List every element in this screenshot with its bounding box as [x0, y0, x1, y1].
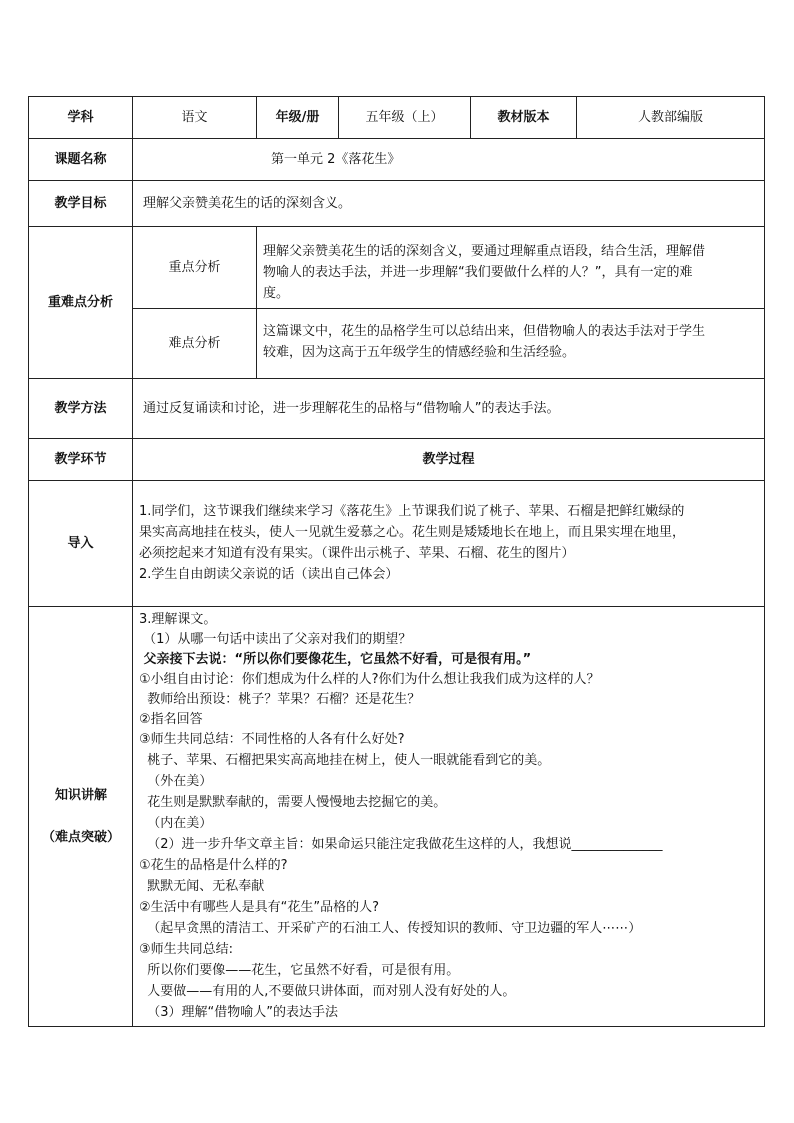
intro-line: 必须挖起来才知道有没有果实。（课件出示桃子、苹果、石榴、花生的图片） — [139, 546, 575, 561]
difficult-analysis-content — [257, 309, 765, 379]
grade-label: 年级/册 — [257, 97, 339, 139]
knowledge-line: ②生活中有哪些人是具有“花生”品格的人? — [139, 900, 380, 915]
knowledge-quote-line: 父亲接下去说：“所以你们要像花生，它虽然不好看，可是很有用。” — [139, 652, 532, 667]
key-line: 度。 — [263, 286, 290, 301]
difficult-line: 这篇课文中，花生的品格学生可以总结出来，但借物喻人的表达手法对于学生 — [263, 324, 706, 339]
knowledge-line: （2）进一步升华文章主旨：如果命运只能注定我做花生这样的人，我想说______________ — [139, 837, 663, 852]
key-analysis-content — [257, 227, 765, 309]
knowledge-line: 教师给出预设：桃子？苹果？石榴？还是花生？ — [139, 692, 421, 707]
intro-label: 导入 — [29, 481, 133, 607]
goal-value: 理解父亲赞美花生的话的深刻含义。 — [133, 181, 765, 227]
intro-line: 果实高高地挂在枝头，使人一见就生爱慕之心。花生则是矮矮地长在地上，而且果实埋在地里， — [139, 525, 686, 540]
topic-cell — [133, 139, 765, 181]
analysis-label: 重难点分析 — [29, 227, 133, 379]
intro-line: 2.学生自由朗读父亲说的话（读出自己体会） — [139, 567, 399, 582]
edition-label: 教材版本 — [471, 97, 577, 139]
process-label: 教学环节 — [29, 439, 133, 481]
knowledge-line: 人要做——有用的人,不要做只讲体面，而对别人没有好处的人。 — [139, 984, 516, 999]
grade-value: 五年级（上） — [339, 97, 471, 139]
knowledge-line: （起早贪黑的清洁工、开采矿产的石油工人、传授知识的教师、守卫边疆的军人⋯⋯） — [139, 921, 642, 936]
knowledge-line: ③师生共同总结：不同性格的人各有什么好处? — [139, 732, 405, 747]
knowledge-line: （外在美） — [139, 774, 213, 789]
knowledge-label-cell — [29, 607, 133, 1027]
knowledge-line: 花生则是默默奉献的，需要人慢慢地去挖掘它的美。 — [139, 795, 447, 810]
edition-value: 人教部编版 — [577, 97, 765, 139]
knowledge-content — [133, 607, 765, 1027]
intro-content — [133, 481, 765, 607]
knowledge-line: （1）从哪一句话中读出了父亲对我们的期望？ — [139, 632, 412, 647]
knowledge-line: （3）理解“借物喻人”的表达手法 — [139, 1005, 339, 1020]
knowledge-line: 3.理解课文。 — [139, 612, 217, 627]
lesson-plan-table — [28, 96, 765, 1027]
knowledge-line: ③师生共同总结: — [139, 942, 234, 957]
difficult-line: 较难，因为这高于五年级学生的情感经验和生活经验。 — [263, 345, 576, 360]
knowledge-line: （内在美） — [139, 816, 213, 831]
knowledge-sublabel: （难点突破） — [41, 830, 120, 845]
knowledge-line: 默默无闻、无私奉献 — [139, 879, 265, 894]
knowledge-line: 所以你们要像——花生，它虽然不好看，可是很有用。 — [139, 963, 460, 978]
key-line: 理解父亲赞美花生的话的深刻含义，要通过理解重点语段，结合生活，理解借 — [263, 244, 706, 259]
method-label: 教学方法 — [29, 379, 133, 439]
goal-label: 教学目标 — [29, 181, 133, 227]
difficult-analysis-label: 难点分析 — [133, 309, 257, 379]
knowledge-line: ①花生的品格是什么样的? — [139, 858, 288, 873]
intro-line: 1.同学们，这节课我们继续来学习《落花生》上节课我们说了桃子、苹果、石榴是把鲜红嫩绿的 — [139, 504, 685, 519]
topic-value: 第一单元 2《落花生》 — [271, 152, 401, 167]
knowledge-label: 知识讲解 — [54, 788, 107, 803]
key-analysis-label: 重点分析 — [133, 227, 257, 309]
topic-label: 课题名称 — [29, 139, 133, 181]
process-title: 教学过程 — [133, 439, 765, 481]
knowledge-line: ②指名回答 — [139, 712, 203, 727]
knowledge-line: ①小组自由讨论：你们想成为什么样的人?你们为什么想让我我们成为这样的人？ — [139, 672, 600, 687]
key-line: 物喻人的表达手法，并进一步理解“我们要做什么样的人？”，具有一定的难 — [263, 265, 693, 280]
subject-value: 语文 — [133, 97, 257, 139]
knowledge-line: 桃子、苹果、石榴把果实高高地挂在树上，使人一眼就能看到它的美。 — [139, 753, 551, 768]
method-value: 通过反复诵读和讨论，进一步理解花生的品格与“借物喻人”的表达手法。 — [133, 379, 765, 439]
subject-label: 学科 — [29, 97, 133, 139]
